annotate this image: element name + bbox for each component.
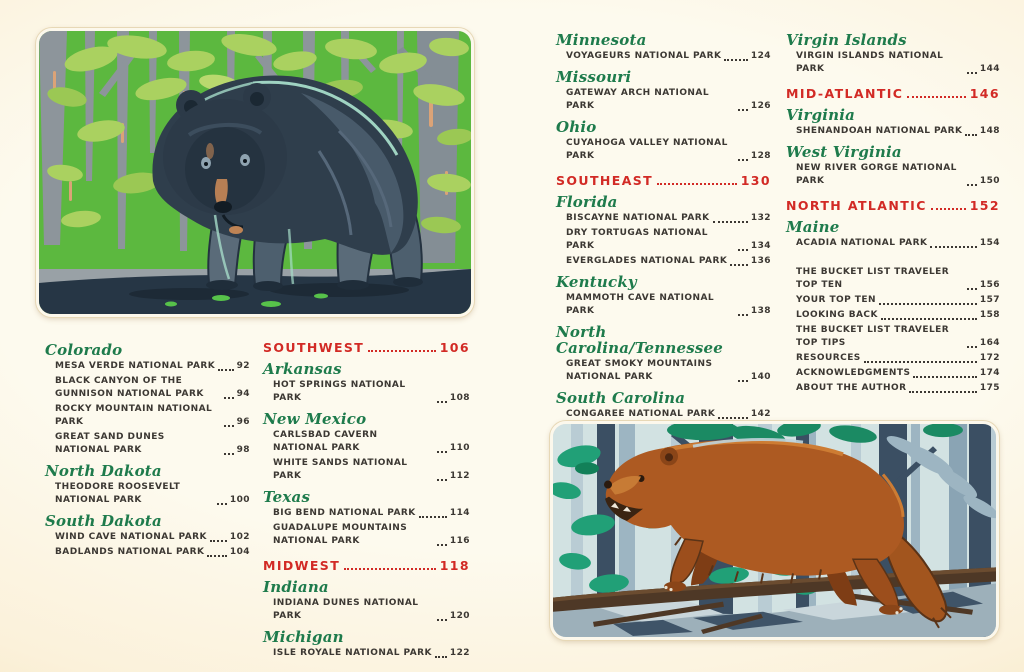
- dot-leader: [224, 425, 234, 427]
- black-bear-illustration: [36, 28, 474, 317]
- toc-page-number: 140: [750, 372, 771, 382]
- toc-entry-name: THE BUCKET LIST TRAVELER TOP TEN: [796, 267, 950, 290]
- toc-entry-name: RESOURCES: [796, 353, 861, 363]
- toc-entry-name: ACADIA NATIONAL PARK: [796, 238, 928, 248]
- toc-entry-name: THEODORE ROOSEVELT NATIONAL PARK: [55, 482, 181, 505]
- toc-entry: [796, 50, 1000, 76]
- toc-entry-name: GREAT SAND DUNES NATIONAL PARK: [55, 432, 165, 455]
- dot-leader: [657, 183, 737, 185]
- toc-page-number: 122: [449, 648, 470, 658]
- toc-page-number: 172: [979, 353, 1000, 363]
- toc-entry: [796, 237, 1000, 250]
- dot-leader: [437, 544, 447, 546]
- state-heading: Kentucky: [556, 273, 637, 291]
- region-heading: [786, 86, 1000, 101]
- toc-page-number: 102: [229, 532, 250, 542]
- toc-page-number: 154: [979, 238, 1000, 248]
- dot-leader: [967, 72, 977, 74]
- dot-leader: [738, 109, 748, 111]
- toc-page-number: 116: [449, 536, 470, 546]
- toc-column-left-1: [45, 336, 250, 561]
- toc-entry-name: DRY TORTUGAS NATIONAL PARK: [566, 228, 708, 251]
- dot-leader: [965, 134, 976, 136]
- toc-page-number: 100: [229, 495, 250, 505]
- toc-page-number: 132: [750, 213, 771, 223]
- toc-page-number: 120: [449, 611, 470, 621]
- region-label: SOUTHWEST: [263, 340, 365, 355]
- toc-entry: [566, 212, 771, 225]
- region-label: MIDWEST: [263, 558, 341, 573]
- toc-entry-name: INDIANA DUNES NATIONAL PARK: [273, 598, 419, 621]
- toc-entry: [796, 382, 1000, 395]
- toc-page-number: 144: [979, 64, 1000, 74]
- state-heading: Virgin Islands: [786, 31, 907, 49]
- toc-entry: [273, 647, 470, 660]
- toc-entry: [566, 358, 771, 384]
- region-heading: [263, 558, 470, 573]
- dot-leader: [724, 59, 747, 61]
- dot-leader: [437, 401, 447, 403]
- toc-page-number: 134: [750, 241, 771, 251]
- dot-leader: [881, 318, 977, 320]
- dot-leader: [207, 555, 226, 557]
- region-label: NORTH ATLANTIC: [786, 198, 927, 213]
- toc-page-number: 142: [750, 409, 771, 419]
- dot-leader: [224, 453, 234, 455]
- toc-entry-name: SHENANDOAH NATIONAL PARK: [796, 126, 963, 136]
- toc-entry-name: THE BUCKET LIST TRAVELER TOP TIPS: [796, 325, 950, 348]
- state-heading: New Mexico: [263, 410, 367, 428]
- dot-leader: [437, 479, 447, 481]
- toc-page-number: 114: [449, 508, 470, 518]
- dot-leader: [419, 516, 447, 518]
- toc-entry: [796, 125, 1000, 138]
- toc-entry: [273, 507, 470, 520]
- toc-column-right-1: [556, 26, 771, 423]
- state-heading: Indiana: [263, 578, 329, 596]
- toc-entry: [55, 481, 250, 507]
- toc-entry: [796, 352, 1000, 365]
- toc-entry-name: BIG BEND NATIONAL PARK: [273, 508, 416, 518]
- dot-leader: [909, 391, 976, 393]
- toc-page-number: 156: [979, 280, 1000, 290]
- toc-entry-name: ISLE ROYALE NATIONAL PARK: [273, 648, 432, 658]
- toc-page-number: 110: [449, 443, 470, 453]
- dot-leader: [217, 503, 227, 505]
- region-heading: [556, 173, 771, 188]
- toc-entry: [566, 292, 771, 318]
- toc-page-number: 94: [236, 389, 250, 399]
- region-page-number: 130: [740, 173, 771, 188]
- toc-page-number: 174: [979, 368, 1000, 378]
- toc-page-number: 150: [979, 176, 1000, 186]
- toc-entry-name: YOUR TOP TEN: [796, 295, 876, 305]
- toc-column-right-2: [786, 26, 1000, 397]
- toc-entry-name: ABOUT THE AUTHOR: [796, 383, 907, 393]
- state-heading: South Carolina: [556, 389, 686, 407]
- region-page-number: 152: [969, 198, 1000, 213]
- state-heading: South Dakota: [45, 512, 162, 530]
- toc-entry: [566, 87, 771, 113]
- state-heading: Ohio: [556, 118, 597, 136]
- dot-leader: [931, 208, 966, 210]
- toc-entry: [55, 375, 250, 401]
- toc-entry-name: ACKNOWLEDGMENTS: [796, 368, 911, 378]
- toc-entry: [273, 379, 470, 405]
- dot-leader: [218, 369, 233, 371]
- toc-entry-name: CONGAREE NATIONAL PARK: [566, 409, 716, 419]
- state-heading: Missouri: [556, 68, 632, 86]
- region-label: MID-ATLANTIC: [786, 86, 904, 101]
- toc-entry: [796, 266, 1000, 292]
- toc-entry-name: BADLANDS NATIONAL PARK: [55, 547, 205, 557]
- toc-page-number: 104: [229, 547, 250, 557]
- dot-leader: [713, 221, 748, 223]
- toc-page-number: 158: [979, 310, 1000, 320]
- toc-page-number: 96: [236, 417, 250, 427]
- toc-entry-name: CARLSBAD CAVERN NATIONAL PARK: [273, 430, 378, 453]
- region-label: SOUTHEAST: [556, 173, 654, 188]
- dot-leader: [368, 350, 435, 352]
- dot-leader: [344, 568, 436, 570]
- toc-page-number: 138: [750, 306, 771, 316]
- toc-page-number: 126: [750, 101, 771, 111]
- state-heading: Texas: [263, 488, 311, 506]
- toc-entry: [566, 227, 771, 253]
- toc-entry-name: HOT SPRINGS NATIONAL PARK: [273, 380, 406, 403]
- region-heading: [263, 340, 470, 355]
- toc-page-number: 175: [979, 383, 1000, 393]
- wolverine-art: [553, 424, 996, 637]
- state-heading: West Virginia: [786, 143, 902, 161]
- state-heading: Florida: [556, 193, 618, 211]
- dot-leader: [437, 619, 447, 621]
- dot-leader: [738, 314, 748, 316]
- toc-entry-name: WIND CAVE NATIONAL PARK: [55, 532, 207, 542]
- toc-entry-name: GREAT SMOKY MOUNTAINS NATIONAL PARK: [566, 359, 713, 382]
- toc-entry: [566, 137, 771, 163]
- toc-entry: [566, 255, 771, 268]
- toc-entry: [55, 431, 250, 457]
- toc-entry: [796, 294, 1000, 307]
- toc-page-number: 148: [979, 126, 1000, 136]
- dot-leader: [738, 380, 748, 382]
- region-page-number: 118: [439, 558, 470, 573]
- toc-entry-name: LOOKING BACK: [796, 310, 878, 320]
- state-heading: Maine: [786, 218, 840, 236]
- toc-entry: [55, 360, 250, 373]
- state-heading: North Carolina/Tennessee: [556, 323, 723, 357]
- dot-leader: [879, 303, 977, 305]
- state-heading: Colorado: [45, 341, 123, 359]
- toc-entry-name: BISCAYNE NATIONAL PARK: [566, 213, 710, 223]
- state-heading: Minnesota: [556, 31, 647, 49]
- toc-column-left-2: [263, 330, 470, 662]
- dot-leader: [967, 288, 977, 290]
- toc-entry: [566, 408, 771, 421]
- region-page-number: 146: [969, 86, 1000, 101]
- toc-page-number: 128: [750, 151, 771, 161]
- dot-leader: [930, 246, 976, 248]
- toc-entry-name: VIRGIN ISLANDS NATIONAL PARK: [796, 51, 944, 74]
- toc-entry: [796, 309, 1000, 322]
- toc-entry-name: NEW RIVER GORGE NATIONAL PARK: [796, 163, 957, 186]
- toc-entry: [796, 367, 1000, 380]
- state-heading: Virginia: [786, 106, 856, 124]
- toc-entry-name: MAMMOTH CAVE NATIONAL PARK: [566, 293, 715, 316]
- toc-entry-name: ROCKY MOUNTAIN NATIONAL PARK: [55, 404, 213, 427]
- dot-leader: [435, 656, 447, 658]
- toc-page-number: 124: [750, 51, 771, 61]
- toc-entry-name: GUADALUPE MOUNTAINS NATIONAL PARK: [273, 523, 408, 546]
- toc-page-number: 92: [236, 361, 250, 371]
- dot-leader: [967, 184, 977, 186]
- toc-entry-name: BLACK CANYON OF THE GUNNISON NATIONAL PARK: [55, 376, 204, 399]
- toc-entry: [273, 457, 470, 483]
- dot-leader: [738, 249, 748, 251]
- dot-leader: [967, 346, 977, 348]
- toc-entry: [55, 546, 250, 559]
- dot-leader: [224, 397, 234, 399]
- toc-page-number: 157: [979, 295, 1000, 305]
- dot-leader: [864, 361, 977, 363]
- state-heading: Arkansas: [263, 360, 342, 378]
- toc-entry: [273, 429, 470, 455]
- region-page-number: 106: [439, 340, 470, 355]
- toc-entry-name: VOYAGEURS NATIONAL PARK: [566, 51, 722, 61]
- dot-leader: [907, 96, 965, 98]
- toc-entry-name: EVERGLADES NATIONAL PARK: [566, 256, 728, 266]
- dot-leader: [210, 540, 227, 542]
- toc-entry: [796, 162, 1000, 188]
- toc-page-number: 112: [449, 471, 470, 481]
- dot-leader: [730, 264, 748, 266]
- toc-entry-name: WHITE SANDS NATIONAL PARK: [273, 458, 408, 481]
- dot-leader: [718, 417, 748, 419]
- dot-leader: [913, 376, 976, 378]
- dot-leader: [738, 159, 748, 161]
- toc-entry-name: CUYAHOGA VALLEY NATIONAL PARK: [566, 138, 728, 161]
- black-bear-art: [39, 31, 471, 314]
- toc-entry: [273, 522, 470, 548]
- state-heading: North Dakota: [45, 462, 162, 480]
- toc-entry: [55, 403, 250, 429]
- toc-entry: [273, 597, 470, 623]
- toc-page-number: 136: [750, 256, 771, 266]
- toc-entry-name: GATEWAY ARCH NATIONAL PARK: [566, 88, 710, 111]
- toc-page-number: 98: [236, 445, 250, 455]
- toc-page-number: 164: [979, 338, 1000, 348]
- toc-entry: [566, 50, 771, 63]
- toc-entry-name: MESA VERDE NATIONAL PARK: [55, 361, 216, 371]
- state-heading: Michigan: [263, 628, 344, 646]
- toc-page-number: 108: [449, 393, 470, 403]
- toc-entry: [796, 324, 1000, 350]
- toc-entry: [55, 531, 250, 544]
- wolverine-illustration: [550, 421, 999, 640]
- region-heading: [786, 198, 1000, 213]
- dot-leader: [437, 451, 447, 453]
